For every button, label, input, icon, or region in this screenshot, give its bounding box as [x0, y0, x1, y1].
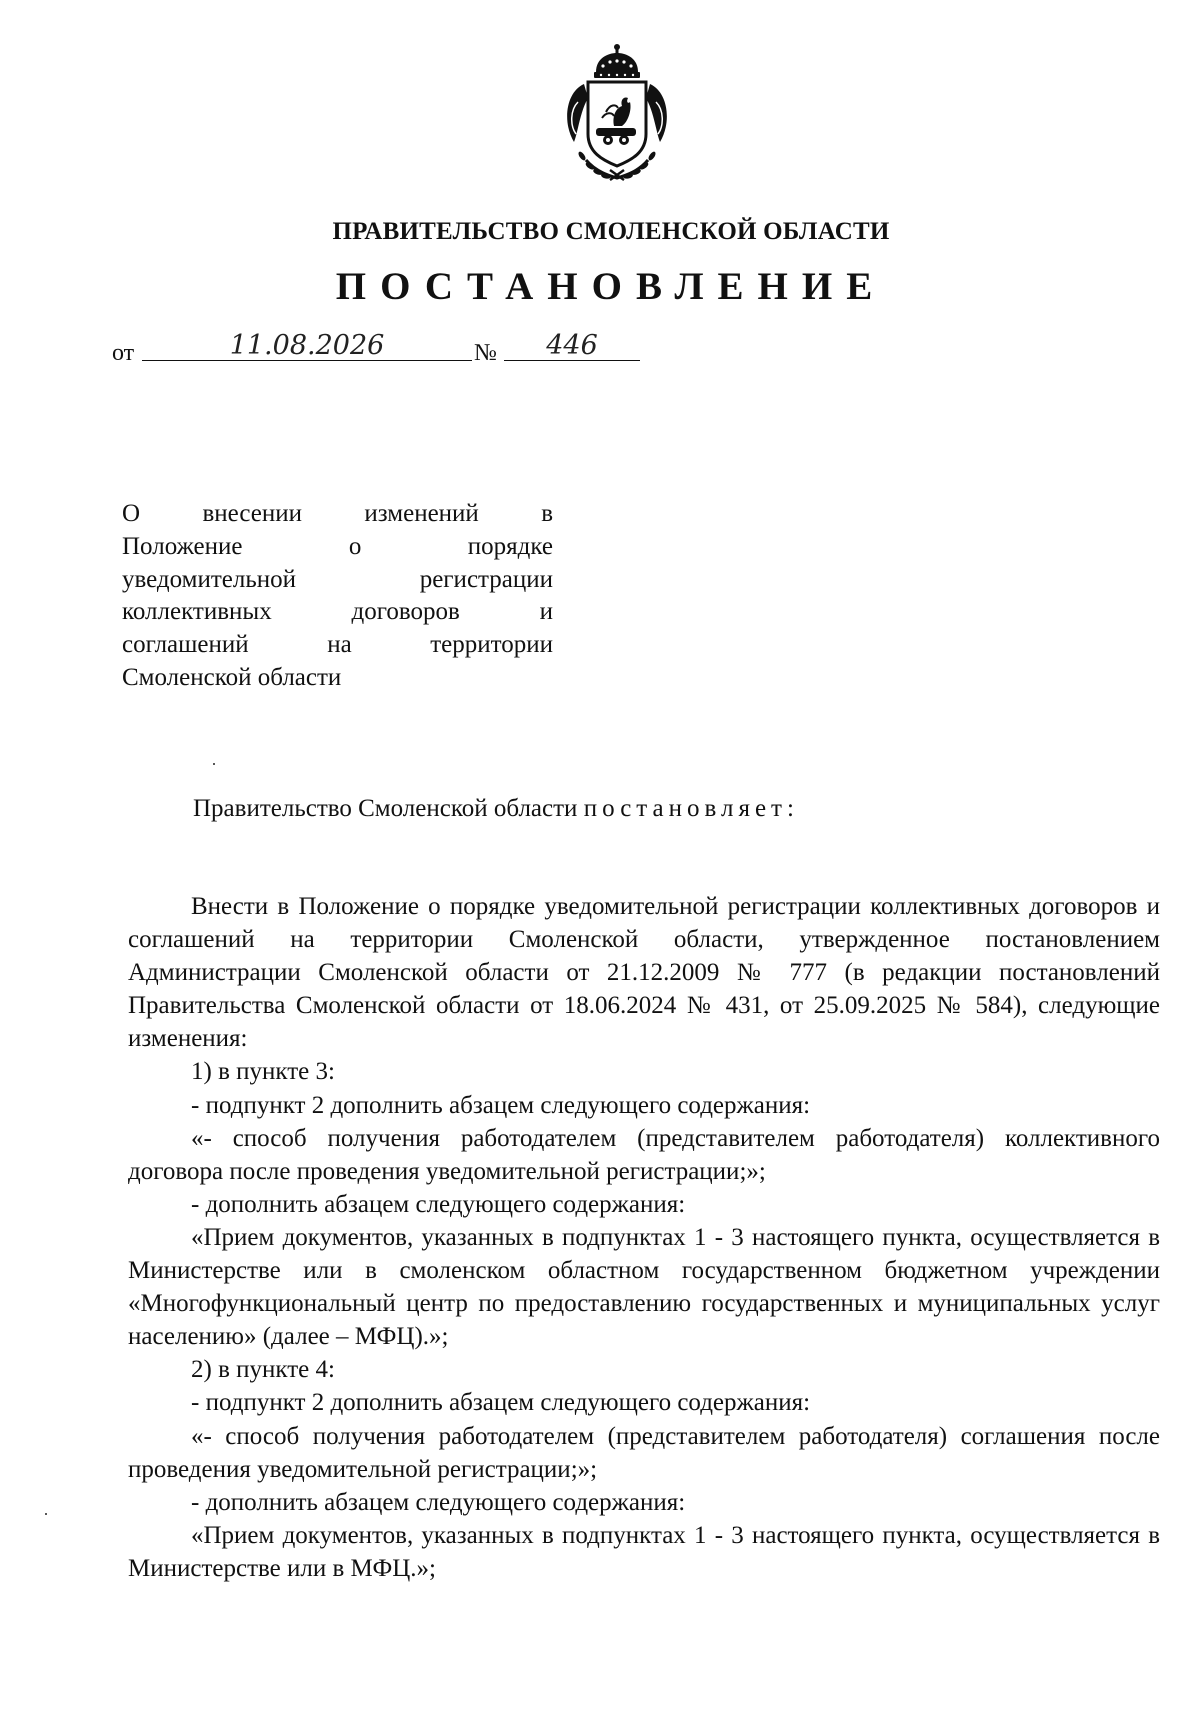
document-subject [122, 498, 553, 695]
subject-line: соглашений на территории [122, 631, 553, 659]
body-paragraph: - дополнить абзацем следующего содержания: [191, 1488, 686, 1516]
subject-line: коллективных договоров и [122, 598, 553, 626]
scan-speck [213, 763, 215, 765]
body-paragraph: - подпункт 2 дополнить абзацем следующего содержания: [191, 1091, 811, 1119]
subject-line: Смоленской области [122, 663, 342, 691]
body-paragraph: «Прием документов, указанных в подпунктах 1 - 3 настоящего пункта, осуществляется в Министерстве или в смоленском областном государственном бюджетном учреждении «Многофункциональный центр по предоставлению государственных и муниципальных услуг населению» (далее – МФЦ).»; [128, 1223, 1160, 1351]
coat-of-arms-emblem [556, 42, 678, 186]
subject-line: О внесении изменений в [122, 500, 553, 527]
document-type-title: ПОСТАНОВЛЕНИЕ [335, 265, 887, 308]
scan-speck [45, 1513, 47, 1515]
body-paragraph: 2) в пункте 4: [191, 1356, 335, 1384]
decree-line [193, 795, 799, 823]
body-paragraph: - дополнить абзацем следующего содержания: [191, 1190, 686, 1218]
body-paragraph: «- способ получения работодателем (представителем работодателя) коллективного договора после проведения уведомительной регистрации;»; [128, 1124, 1160, 1185]
body-paragraph: «Прием документов, указанных в подпунктах 1 - 3 настоящего пункта, осуществляется в Министерстве или в МФЦ.»; [128, 1521, 1160, 1582]
body-paragraph: «- способ получения работодателем (представителем работодателя) соглашения после проведения уведомительной регистрации;»; [128, 1422, 1160, 1483]
document-body [128, 890, 1160, 1585]
date-prefix: от [112, 340, 135, 366]
body-paragraph: Внести в Положение о порядке уведомительной регистрации коллективных договоров и соглашений на территории Смоленской области, утвержденное постановлением Администрации Смоленской области от 21.12.2009 № 777 (в редакции постановлений Правительства Смоленской области от 18.06.2024 № 431, от 25.09.2025 № 584), следующие изменения: [128, 893, 1160, 1053]
body-paragraph: - подпункт 2 дополнить абзацем следующего содержания: [191, 1389, 811, 1417]
handwritten-number: 446 [504, 332, 640, 361]
subject-line: Положение о порядке [122, 532, 553, 560]
handwritten-date: 11.08.2026 [142, 332, 472, 361]
body-paragraph: 1) в пункте 3: [191, 1058, 335, 1086]
decree-verb: постановляет: [583, 795, 799, 822]
number-prefix: № [474, 340, 497, 366]
subject-line: уведомительной регистрации [122, 565, 553, 593]
decree-lead: Правительство Смоленской области [193, 795, 578, 822]
government-name: ПРАВИТЕЛЬСТВО СМОЛЕНСКОЙ ОБЛАСТИ [332, 218, 890, 245]
